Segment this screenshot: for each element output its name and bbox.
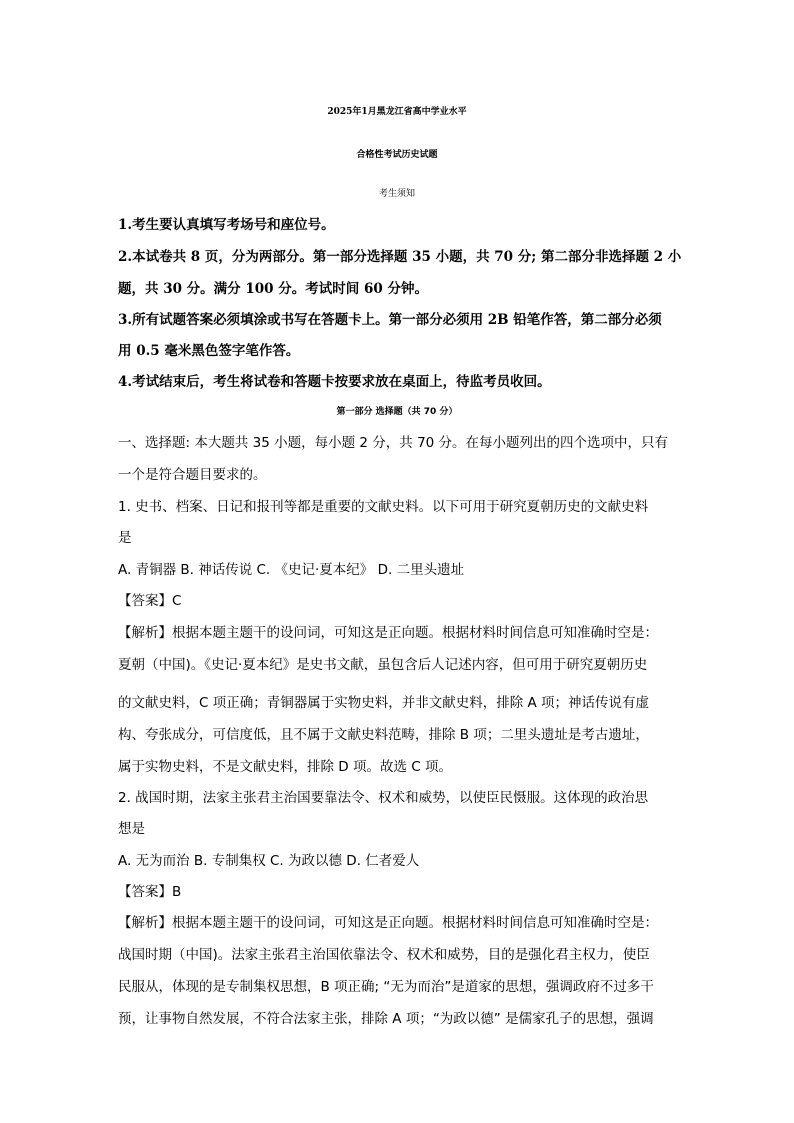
q1-stem-line: 是 [118,530,132,546]
q1-options: A. 青铜器 B. 神话传说 C. 《史记·夏本纪》 D. 二里头遗址 [118,562,465,578]
q2-answer: 【答案】B [118,884,182,900]
notice-line: 2.本试卷共 8 页，分为两部分。第一部分选择题 35 小题，共 70 分; 第二部分非选择题 2 小 [118,249,682,265]
q2-analysis-line: 【解析】根据本题主题干的设问词，可知这是正向题。根据材料时间信息可知准确时空是： [118,915,658,931]
exam-title-line1: 2025年1月黑龙江省高中学业水平 [327,107,467,117]
q1-analysis-line: 夏朝（中国)。《史记·夏本纪》是史书文献，虽包含后人记述内容，但可用于研究夏朝历史 [118,657,648,673]
q1-analysis-line: 的文献史料，C 项正确；青铜器属于实物史料，并非文献史料，排除 A 项；神话传说有虚 [118,695,650,711]
q2-analysis-line: 战国时期（中国)。法家主张君主治国依靠法令、权术和威势，目的是强化君主权力，使臣 [118,947,650,963]
notice-line: 用 0.5 毫米黑色签字笔作答。 [118,343,300,359]
q1-analysis-line: 【解析】根据本题主题干的设问词，可知这是正向题。根据材料时间信息可知准确时空是： [118,625,658,641]
q2-analysis-line: 预，让事物自然发展，不符合法家主张，排除 A 项；“为政以德” 是儒家孔子的思想，强调 [118,1011,654,1027]
q1-analysis-line: 属于实物史料，不是文献史料，排除 D 项。故选 C 项。 [118,759,452,775]
q1-stem-line: 1. 史书、档案、日记和报刊等都是重要的文献史料。以下可用于研究夏朝历史的文献史料 [118,499,649,515]
notice-line: 1.考生要认真填写考场号和座位号。 [118,217,335,233]
notice-heading: 考生须知 [378,189,415,199]
q2-stem-line: 2. 战国时期，法家主张君主治国要靠法令、权术和威势，以使臣民慑服。这体现的政治思 [118,790,649,806]
notice-line: 3.所有试题答案必须填涂或书写在答题卡上。第一部分必须用 2B 铅笔作答，第二部分必须 [118,312,662,328]
section-heading: 第一部分 选择题（共 70 分） [336,407,458,417]
instruction-line: 一个是符合题目要求的。 [118,467,267,483]
q1-answer: 【答案】C [118,593,182,609]
q2-analysis-line: 民服从，体现的是专制集权思想，B 项正确; “无为而治”是道家的思想，强调政府不过多干 [118,979,654,995]
instruction-line: 一、选择题: 本大题共 35 小题，每小题 2 分，共 70 分。在每小题列出的四个选项中，只有 [118,435,669,451]
q2-stem-line: 想是 [118,821,145,837]
q1-analysis-line: 构、夸张成分，可信度低，且不属于文献史料范畴，排除 B 项；二里头遗址是考古遗址， [118,727,649,743]
notice-line: 4.考试结束后，考生将试卷和答题卡按要求放在桌面上，待监考员收回。 [118,374,551,390]
notice-line: 题，共 30 分。满分 100 分。考试时间 60 分钟。 [118,281,428,297]
q2-options: A. 无为而治 B. 专制集权 C. 为政以德 D. 仁者爱人 [118,853,420,869]
exam-title-line2: 合格性考试历史试题 [356,150,438,160]
